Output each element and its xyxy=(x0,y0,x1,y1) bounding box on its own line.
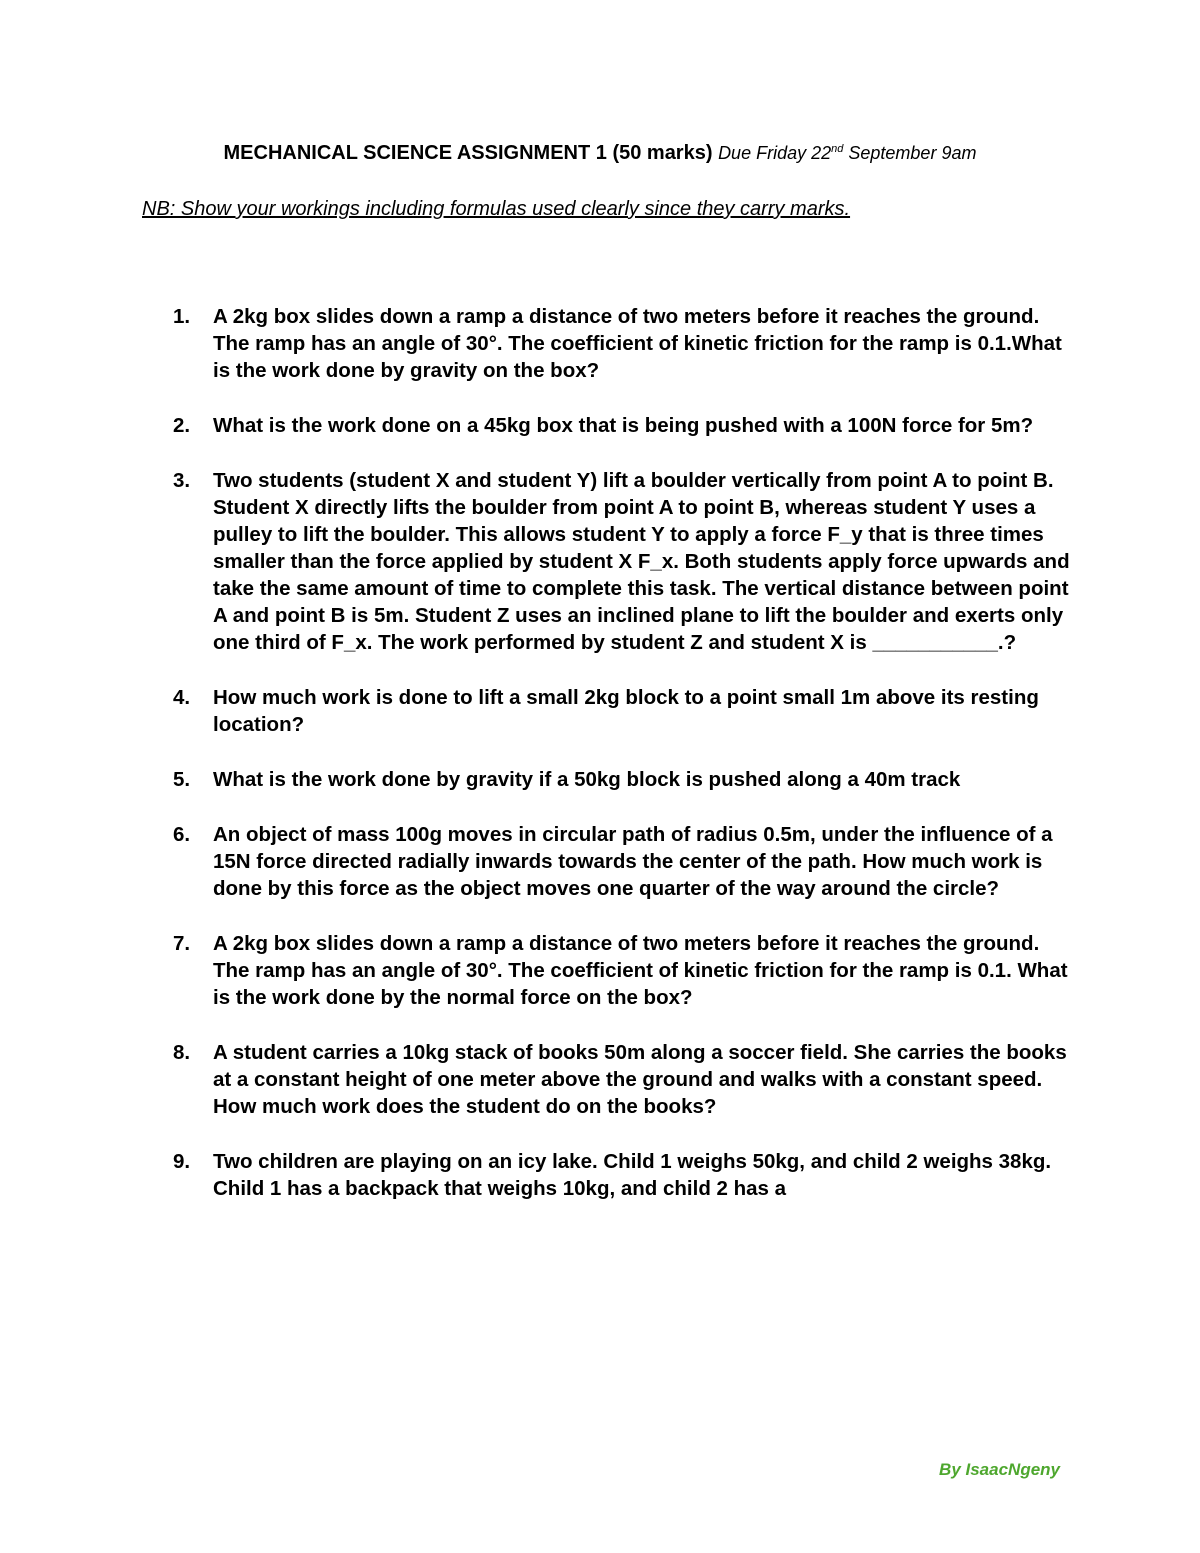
due-date-prefix: Due Friday 22 xyxy=(718,143,832,163)
question-item xyxy=(173,684,1078,738)
question-text: Two children are playing on an icy lake. Child 1 weighs 50kg, and child 2 weighs 38kg. Child 1 has a backpack that weighs 10kg, and child 2 has a xyxy=(213,1150,1052,1200)
question-text: A 2kg box slides down a ramp a distance of two meters before it reaches the ground. The ramp has an angle of 30°. The coefficient of kinetic friction for the ramp is 0.1.What is the work done by gravity on the box? xyxy=(213,305,1062,382)
question-number: 5. xyxy=(173,768,191,791)
question-number: 6. xyxy=(173,823,191,846)
question-number: 3. xyxy=(173,469,191,492)
question-text: How much work is done to lift a small 2kg block to a point small 1m above its resting location? xyxy=(213,686,1039,736)
due-date xyxy=(718,143,976,163)
question-item xyxy=(173,467,1078,656)
author-credit: By IsaacNgeny xyxy=(939,1460,1060,1479)
question-item xyxy=(173,1039,1078,1120)
assignment-title: MECHANICAL SCIENCE ASSIGNMENT 1 (50 marks) xyxy=(223,142,713,164)
question-number: 8. xyxy=(173,1041,191,1064)
question-item xyxy=(173,303,1078,384)
question-text: What is the work done by gravity if a 50kg block is pushed along a 40m track xyxy=(213,768,961,791)
assignment-header xyxy=(0,142,1200,165)
question-list xyxy=(173,303,1078,1230)
question-item xyxy=(173,412,1078,439)
question-item xyxy=(173,1148,1078,1202)
question-number: 9. xyxy=(173,1150,191,1173)
question-text: An object of mass 100g moves in circular path of radius 0.5m, under the influence of a 15N force directed radially inwards towards the center of the path. How much work is done by this force as the object moves one quarter of the way around the circle? xyxy=(213,823,1053,900)
question-text: Two students (student X and student Y) lift a boulder vertically from point A to point B. Student X directly lifts the boulder from point A to point B, whereas student Y uses a pulley to lift the boulder. This allows student Y to apply a force F_y that is three times smaller than the force applied by student X F_x. Both students apply force upwards and take the same amount of time to complete this task. The vertical distance between point A and point B is 5m. Student Z uses an inclined plane to lift the boulder and exerts only one third of F_x. The work performed by student Z and student X is ___________.? xyxy=(213,469,1070,654)
instructions-note: NB: Show your workings including formulas used clearly since they carry marks. xyxy=(142,198,851,220)
question-number: 2. xyxy=(173,414,191,437)
question-text: A 2kg box slides down a ramp a distance of two meters before it reaches the ground. The ramp has an angle of 30°. The coefficient of kinetic friction for the ramp is 0.1. What is the work done by the normal force on the box? xyxy=(213,932,1068,1009)
question-item xyxy=(173,766,1078,793)
question-number: 7. xyxy=(173,932,191,955)
due-date-suffix: September 9am xyxy=(848,143,977,163)
question-number: 4. xyxy=(173,686,191,709)
question-text: What is the work done on a 45kg box that is being pushed with a 100N force for 5m? xyxy=(213,414,1034,437)
question-item xyxy=(173,930,1078,1011)
question-item xyxy=(173,821,1078,902)
question-text: A student carries a 10kg stack of books 50m along a soccer field. She carries the books at a constant height of one meter above the ground and walks with a constant speed. How much work does the student do on the books? xyxy=(213,1041,1067,1118)
due-date-suffix-ordinal: nd xyxy=(831,143,844,155)
question-number: 1. xyxy=(173,305,191,328)
